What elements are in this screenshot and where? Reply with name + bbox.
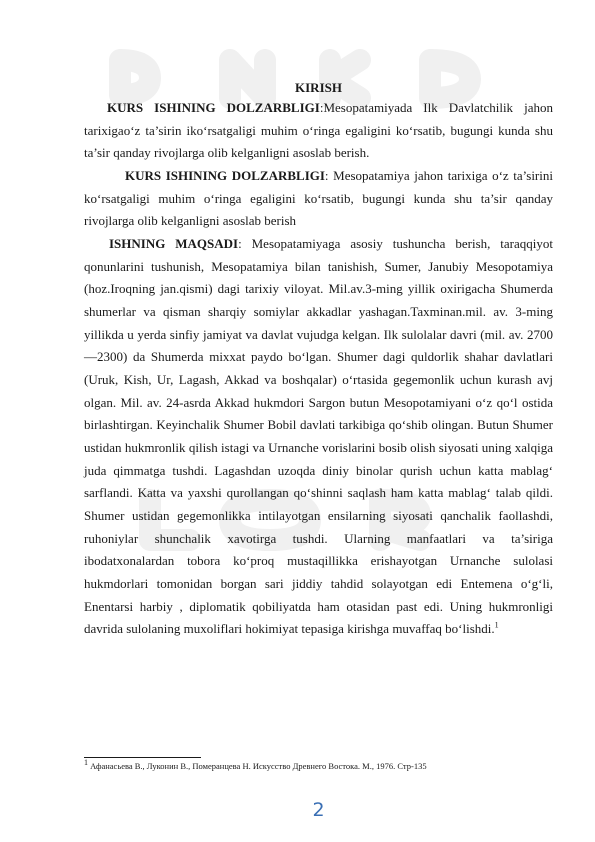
footnote-text: Афанасьева В., Луконин В., Померанцева Н. Искусство Древнего Востока. М., 1976. Стр-135 xyxy=(90,761,427,771)
footnote-reference[interactable]: 1 xyxy=(494,620,499,630)
paragraph-text: : Mesopatamiyaga asosiy tushuncha berish, taraqqiyot qonunlarini tushunish, Mesopatamiya bilan tanishish, Sumer, Janubiy Mesopotamiya (hoz.Iroqning jan.qismi) dagi tarixiy viloyat. Mil.av.3-ming yillik oxirigacha Shumerda shumerlar va qisman sharqiy somiylar akkadlar yashagan.Taxminan.mil. av. 3-ming yillikda u yerda sinfiy jamiyat va davlat vujudga kelgan. Ilk sulolalar davri (mil. av. 2700—2300) da Shumerda mixxat paydo bo‘lgan. Shumer dagi quldorlik shahar davlatlari (Uruk, Kish, Ur, Lagash, Akkad va boshqalar) o‘rtasida gegemonlik uchun kurash avj olgan. Mil. av. 24-asrda Akkad hukmdori Sargon butun Mesopotamiyani o‘z qo‘l ostida birlashtirgan. Keyinchalik Shumer Bobil davlati tarkibiga qo‘shib olingan. Butun Shumer ustidan hukmronlik qilish istagi va Urnanche vorislarini bosib olish siyosati uning xalqiga juda qimmatga tushdi. Lagashdan uzoqda diniy binolar qurish uchun katta mablag‘ sarflandi. Katta va yaxshi qurollangan qo‘shinni saqlash ham katta mablag‘ talab qildi. Shumer ustidan gegemonlikka intilayotgan ensilarning siyosati qanchalik faollashdi, ruhoniylar shunchalik xavotirga tushdi. Ularning manfaatlari va ta’siriga ibodatxonalardan tobora ko‘proq mustaqillikka erishayotgan Urnanche sulolasi hukmdorlari tomonidan borgan sari jiddiy tahdid solayotgan edi Entemena o‘g‘li, Enentarsi harbiy , diplomatik qobiliyatda ham otasidan past edi. Uning hukmronligi davrida sulolaning muxoliflari hokimiyat tepasiga kirishga muvaffaq bo‘lishdi. xyxy=(84,236,553,637)
paragraph-text: : Mesopatamiya jahon tarixiga o‘z ta’sirini ko‘rsatgaligi muhim o‘ringa egaligini ko‘rsatib, bugungi kunda shu ta’sir qanday rivojlarga olib kelganligni asoslab berish xyxy=(84,168,553,229)
section-heading: KIRISH xyxy=(295,80,342,95)
paragraph-label: ISHNING MAQSADI xyxy=(109,236,239,251)
paragraph-label: KURS ISHINING DOLZARBLIGI xyxy=(125,168,325,183)
page-number: 2 xyxy=(312,799,325,821)
footnote-divider xyxy=(84,757,201,758)
footnote xyxy=(84,760,553,772)
paragraph-relevance-1 xyxy=(84,97,553,165)
paragraph-label: KURS ISHINING DOLZARBLIGI xyxy=(107,100,320,115)
footnote-number: 1 xyxy=(84,758,88,768)
paragraph-relevance-2 xyxy=(84,165,553,233)
paragraph-text: :Mesopatamiyada Ilk Davlatchilik jahon tarixigao‘z ta’sirin iko‘rsatgaligi muhim o‘ringa egaligini ko‘rsatib, bugungi kunda shu ta’sir qanday rivojlarga olib kelganligni asoslab berish. xyxy=(84,100,553,161)
paragraph-goal xyxy=(84,233,553,641)
